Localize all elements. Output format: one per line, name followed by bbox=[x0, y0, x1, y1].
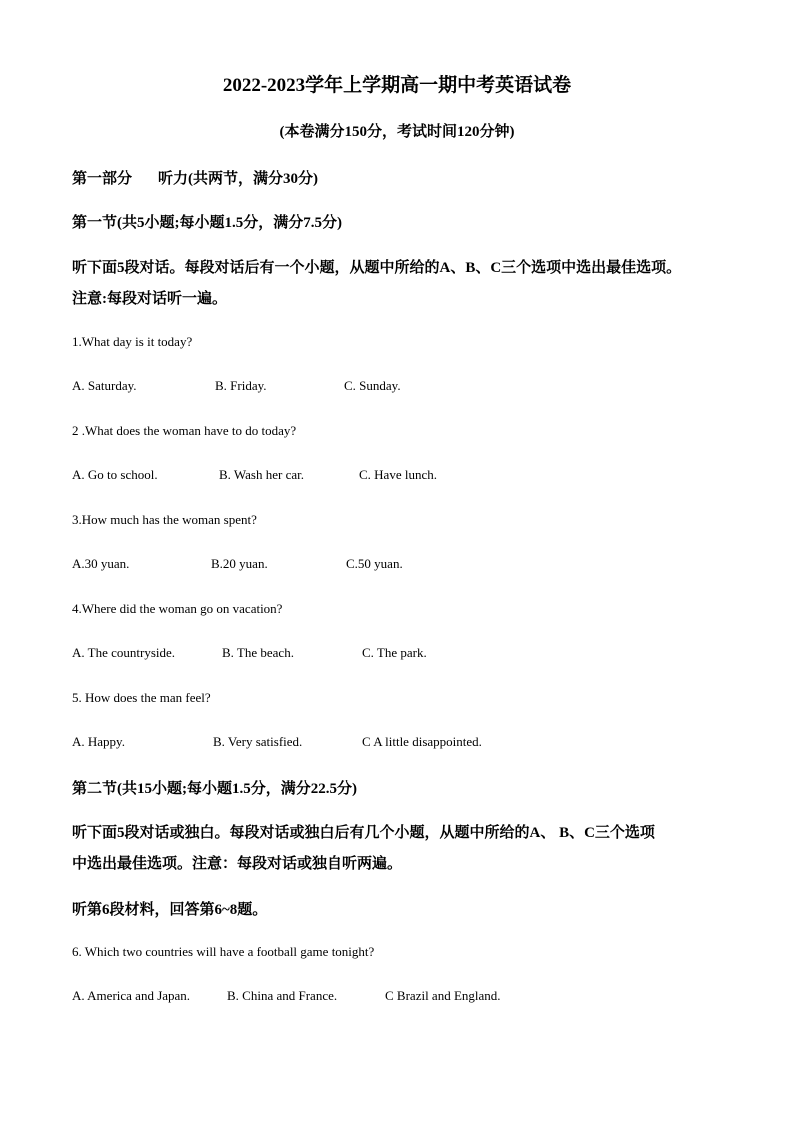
option-c: C. The park. bbox=[362, 645, 427, 660]
section1-heading: 第一节(共5小题;每小题1.5分，满分7.5分) bbox=[72, 215, 342, 231]
option-b: B. The beach. bbox=[222, 645, 294, 660]
part1-heading bbox=[72, 167, 318, 188]
part1-detail: 听力(共两节，满分30分) bbox=[158, 171, 319, 187]
question-1: 1.What day is it today? bbox=[72, 334, 193, 349]
option-a: A. Saturday. bbox=[72, 378, 137, 393]
option-c: C Brazil and England. bbox=[385, 988, 501, 1003]
part1-label: 第一部分 bbox=[72, 171, 133, 187]
option-b: B. Very satisfied. bbox=[213, 734, 303, 749]
section2-instruction-line2: 中选出最佳选项。注意：每段对话或独自听两遍。 bbox=[72, 856, 403, 872]
option-c: C. Sunday. bbox=[344, 378, 401, 393]
material-6-heading: 听第6段材料，回答第6~8题。 bbox=[72, 902, 268, 918]
option-a: A. Happy. bbox=[72, 734, 125, 749]
question-1-options bbox=[72, 378, 722, 396]
option-a: A. The countryside. bbox=[72, 645, 176, 660]
option-a: A. America and Japan. bbox=[72, 988, 191, 1003]
question-2: 2 .What does the woman have to do today? bbox=[72, 423, 297, 438]
section1-instruction-line1: 听下面5段对话。每段对话后有一个小题，从题中所给的A、B、C三个选项中选出最佳选项。 bbox=[72, 260, 682, 276]
question-3-options bbox=[72, 556, 722, 574]
option-b: B.20 yuan. bbox=[211, 556, 268, 571]
option-b: B. China and France. bbox=[227, 988, 338, 1003]
section1-instruction-line2: 注意:每段对话听一遍。 bbox=[72, 291, 227, 307]
option-b: B. Friday. bbox=[215, 378, 267, 393]
exam-subtitle: (本卷满分150分，考试时间120分钟) bbox=[279, 124, 515, 140]
question-6-options bbox=[72, 988, 722, 1006]
exam-title: 2022-2023学年上学期高一期中考英语试卷 bbox=[222, 75, 572, 96]
option-c: C.50 yuan. bbox=[346, 556, 403, 571]
question-4-options bbox=[72, 645, 722, 663]
option-a: A.30 yuan. bbox=[72, 556, 130, 571]
question-2-options bbox=[72, 467, 722, 485]
question-3: 3.How much has the woman spent? bbox=[72, 512, 257, 527]
question-5: 5. How does the man feel? bbox=[72, 690, 211, 705]
question-6: 6. Which two countries will have a football game tonight? bbox=[72, 944, 375, 959]
option-b: B. Wash her car. bbox=[219, 467, 304, 482]
option-c: C A little disappointed. bbox=[362, 734, 482, 749]
section2-instruction-line1: 听下面5段对话或独白。每段对话或独白后有几个小题，从题中所给的A、 B、C三个选项 bbox=[72, 825, 655, 841]
option-a: A. Go to school. bbox=[72, 467, 158, 482]
section2-heading: 第二节(共15小题;每小题1.5分，满分22.5分) bbox=[72, 781, 357, 797]
question-5-options bbox=[72, 734, 722, 752]
option-c: C. Have lunch. bbox=[359, 467, 437, 482]
question-4: 4.Where did the woman go on vacation? bbox=[72, 601, 283, 616]
